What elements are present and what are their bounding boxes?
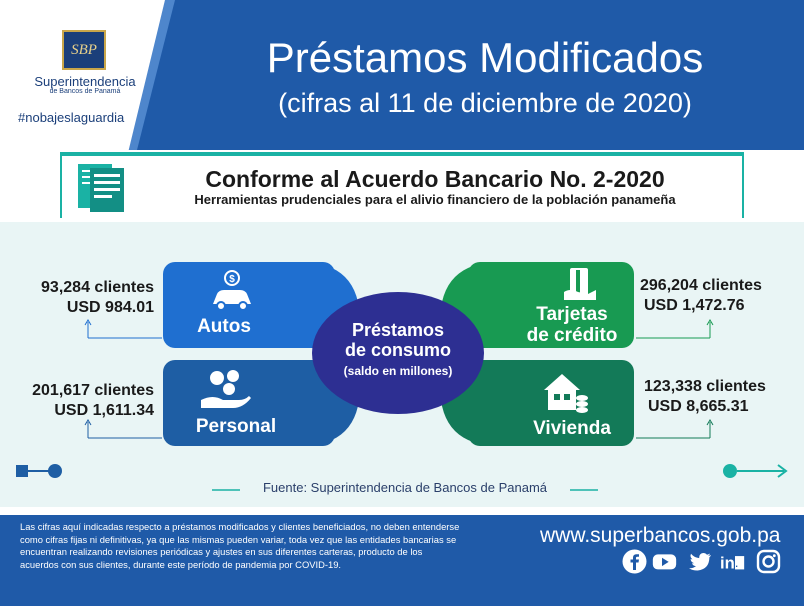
page-subtitle: (cifras al 11 de diciembre de 2020) bbox=[278, 88, 692, 118]
sbp-logo: SBP bbox=[62, 30, 106, 70]
vivienda-label: Vivienda bbox=[533, 418, 611, 439]
card-tarjetas bbox=[468, 262, 634, 348]
tarjetas-label bbox=[514, 304, 630, 346]
center-note: (saldo en millones) bbox=[343, 364, 453, 378]
autos-arrow bbox=[84, 318, 164, 342]
source-note: Fuente: Superintendencia de Bancos de Panamá bbox=[262, 480, 548, 495]
hand-coins-icon bbox=[199, 370, 253, 410]
banner-title: Conforme al Acuerdo Bancario No. 2-2020 bbox=[205, 166, 665, 192]
banner-subtitle: Herramientas prudenciales para el alivio financiero de la población panameña bbox=[194, 192, 676, 207]
page-title: Préstamos Modificados bbox=[266, 34, 704, 81]
personal-arrow bbox=[84, 418, 164, 442]
disclaimer-text: Las cifras aquí indicadas respecto a préstamos modificados y clientes beneficiados, no deben entenderse como cifras fijas ni definitivas, ya que las mismas pueden variar, toda vez que las entidades bancarias se encuentran realizando revisiones periódicas y ajustes en sus diferentes carteras, producto de los acuerdos con sus clientes, durante este período de pandemia por COVID-19. bbox=[20, 521, 460, 570]
tarjetas-clients: 296,204 clientes bbox=[640, 277, 762, 294]
document-icon bbox=[76, 160, 128, 214]
facebook-icon[interactable] bbox=[622, 549, 647, 574]
vivienda-arrow bbox=[634, 418, 714, 442]
card-personal bbox=[163, 360, 335, 446]
youtube-icon[interactable] bbox=[652, 549, 677, 574]
autos-label: Autos bbox=[197, 316, 251, 337]
autos-amount: USD 984.01 bbox=[66, 299, 154, 316]
linkedin-icon[interactable] bbox=[720, 549, 745, 574]
hashtag: #nobajeslaguardia bbox=[18, 110, 125, 125]
tarjetas-label-line1: Tarjetas bbox=[536, 304, 608, 325]
center-title-line2: de consumo bbox=[344, 340, 451, 360]
left-bullet-decoration bbox=[14, 462, 64, 480]
banner-top-line bbox=[60, 152, 744, 156]
card-autos bbox=[163, 262, 335, 348]
credit-card-icon bbox=[560, 266, 600, 306]
twitter-icon[interactable] bbox=[688, 549, 713, 574]
autos-stats bbox=[10, 278, 154, 318]
svg-text:in: in bbox=[720, 553, 735, 573]
personal-stats bbox=[4, 381, 154, 421]
tarjetas-amount: USD 1,472.76 bbox=[644, 297, 745, 314]
personal-amount: USD 1,611.34 bbox=[54, 402, 154, 419]
car-icon bbox=[207, 270, 257, 314]
card-vivienda bbox=[468, 360, 634, 446]
tarjetas-arrow bbox=[634, 318, 714, 342]
personal-clients: 201,617 clientes bbox=[32, 382, 154, 399]
autos-clients: 93,284 clientes bbox=[41, 279, 154, 296]
org-subtitle: de Bancos de Panamá bbox=[49, 88, 121, 95]
house-coins-icon bbox=[540, 368, 590, 414]
vivienda-amount: USD 8,665.31 bbox=[648, 398, 749, 415]
org-name: Superintendencia bbox=[34, 74, 136, 89]
tarjetas-label-line2: de crédito bbox=[526, 325, 618, 346]
center-title-line1: Préstamos bbox=[351, 320, 445, 340]
vivienda-stats bbox=[644, 377, 800, 417]
svg-text:.: . bbox=[735, 558, 738, 569]
vivienda-clients: 123,338 clientes bbox=[644, 378, 766, 395]
personal-label: Personal bbox=[195, 416, 277, 437]
tarjetas-stats bbox=[640, 276, 800, 316]
center-title bbox=[312, 320, 484, 360]
svg-text:$: $ bbox=[229, 274, 235, 285]
instagram-icon[interactable] bbox=[756, 549, 781, 574]
right-arrow-decoration bbox=[720, 462, 792, 480]
website-link[interactable]: www.superbancos.gob.pa bbox=[540, 524, 781, 547]
